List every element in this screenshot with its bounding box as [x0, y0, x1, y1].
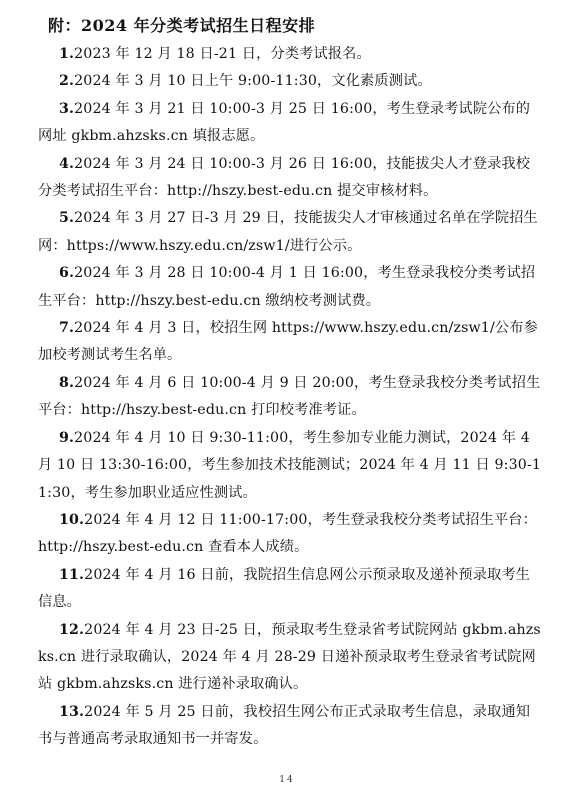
item-text: 2024 年 4 月 3 日，校招生网 https://www.hszy.edu.cn/zsw1/公布参加校考测试考生名单。 — [38, 320, 538, 364]
item-text: 2024 年 3 月 28 日 10:00-4 月 1 日 16:00，考生登录我校分类考试招生平台：http://hszy.best-edu.cn 缴纳校考测试费。 — [38, 265, 536, 309]
item-number: 10. — [59, 511, 85, 528]
item-text: 2023 年 12 月 18 日-21 日，分类考试报名。 — [74, 46, 371, 62]
item-text: 2024 年 3 月 27 日-3 月 29 日，技能拔尖人才审核通过名单在学院招生网：https://www.hszy.edu.cn/zsw1/进行公示。 — [38, 210, 538, 254]
item-number: 13. — [59, 703, 85, 720]
item-text: 2024 年 4 月 6 日 10:00-4 月 9 日 20:00，考生登录我校分类考试招生平台：http://hszy.best-edu.cn 打印校考准考证。 — [38, 374, 541, 419]
schedule-item-11 — [38, 562, 544, 617]
item-text: 2024 年 4 月 16 日前，我院招生信息网公示预录取及递补预录取考生信息。 — [38, 566, 531, 611]
schedule-item-7 — [38, 315, 544, 370]
schedule-item-10 — [38, 507, 544, 562]
item-number: 9. — [59, 429, 75, 446]
item-number: 2. — [59, 73, 75, 90]
schedule-item-4 — [38, 151, 544, 206]
item-text: 2024 年 4 月 23 日-25 日，预录取考生登录省考试院网站 gkbm.ahzsks.cn 进行录取确认，2024 年 4 月 28-29 日递补预录取考生登录省考试院网站 gkbm.ahzsks.cn 进行递补录取确认。 — [38, 621, 541, 693]
schedule-item-9 — [38, 425, 544, 507]
item-text: 2024 年 4 月 10 日 9:30-11:00，考生参加专业能力测试，2024 年 4 月 10 日 13:30-16:00，考生参加技术技能测试；2024 年 4 月 11 日 9:30-11:30，考生参加职业适应性测试。 — [38, 429, 542, 501]
item-number: 3. — [59, 100, 75, 117]
page-title: 附：2024 年分类考试招生日程安排 — [48, 16, 316, 35]
schedule-item-2 — [38, 68, 544, 95]
schedule-item-12 — [38, 617, 544, 699]
item-number: 8. — [59, 374, 75, 391]
page-number: 14 — [279, 775, 295, 785]
item-number: 6. — [59, 265, 75, 282]
item-number: 5. — [59, 210, 75, 227]
item-number: 1. — [59, 46, 75, 62]
item-text: 2024 年 3 月 21 日 10:00-3 月 25 日 16:00，考生登录考试院公布的网址 gkbm.ahzsks.cn 填报志愿。 — [38, 100, 531, 145]
item-number: 11. — [59, 566, 85, 583]
schedule-item-13 — [38, 699, 544, 754]
item-number: 4. — [59, 155, 75, 172]
schedule-item-1 — [38, 41, 544, 68]
schedule-item-6 — [38, 260, 544, 315]
item-text: 2024 年 5 月 25 日前，我校招生网公布正式录取考生信息，录取通知书与普通高考录取通知书一并寄发。 — [38, 703, 531, 748]
schedule-item-5 — [38, 205, 544, 260]
schedule-item-8 — [38, 370, 544, 425]
item-number: 12. — [59, 621, 85, 638]
schedule-item-3 — [38, 96, 544, 151]
item-text: 2024 年 3 月 24 日 10:00-3 月 26 日 16:00，技能拔尖人才登录我校分类考试招生平台：http://hszy.best-edu.cn 提交审核材料。 — [38, 155, 531, 200]
item-text: 2024 年 3 月 10 日上午 9:00-11:30，文化素质测试。 — [74, 73, 432, 90]
item-text: 2024 年 4 月 12 日 11:00-17:00，考生登录我校分类考试招生平台：http://hszy.best-edu.cn 查看本人成绩。 — [38, 511, 537, 556]
item-number: 7. — [59, 320, 75, 337]
